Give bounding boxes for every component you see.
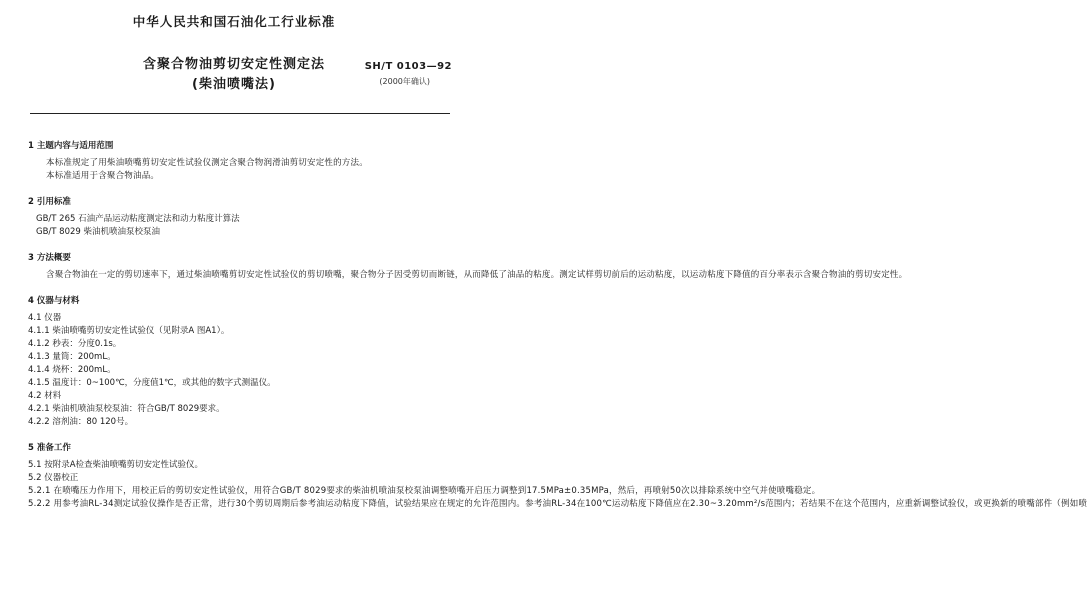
document-title: 含聚合物油剪切安定性测定法 (142, 57, 325, 72)
clause-line: 4.1.1 柴油喷嘴剪切安定性试验仪（见附录A 图A1）。 (28, 326, 230, 336)
document-subtitle: (柴油喷嘴法) (192, 77, 276, 92)
document-body (28, 134, 1087, 511)
standard-organization: 中华人民共和国石油化工行业标准 (132, 14, 336, 29)
confirmation-note: (2000年确认) (379, 77, 430, 86)
clause-line: 4.2.1 柴油机喷油泵校泵油：符合GB/T 8029要求。 (28, 404, 225, 414)
paragraph: 本标准适用于含聚合物油品。 (46, 171, 160, 181)
section-preparation (28, 442, 1087, 511)
section-heading: 4 仪器与材料 (28, 296, 80, 306)
clause-line: 4.1.4 烧杯：200mL。 (28, 365, 116, 375)
clause-line: 4.1 仪器 (28, 313, 62, 323)
reference-item: GB/T 265 石油产品运动粘度测定法和动力粘度计算法 (36, 214, 240, 224)
paragraph: 本标准规定了用柴油喷嘴剪切安定性试验仪测定含聚合物润滑油剪切安定性的方法。 (46, 158, 368, 168)
clause-line: 4.1.5 温度计：0~100℃，分度值1℃，或其他的数字式测温仪。 (28, 378, 276, 388)
section-heading: 3 方法概要 (28, 253, 71, 263)
clause-line: 5.1 按附录A检查柴油喷嘴剪切安定性试验仪。 (28, 460, 204, 470)
section-heading: 2 引用标准 (28, 197, 71, 207)
clause-line: 4.2.2 溶剂油：80 120号。 (28, 417, 134, 427)
clause-line: 4.1.3 量筒：200mL。 (28, 352, 116, 362)
paragraph: 含聚合物油在一定的剪切速率下，通过柴油喷嘴剪切安定性试验仪的剪切喷嘴，聚合物分子因受剪切而断链，从而降低了油品的粘度。测定试样剪切前后的运动粘度，以运动粘度下降值的百分率表示含聚合物油的剪切安定性。 (46, 270, 908, 280)
section-method-summary (28, 252, 908, 282)
paragraph: 5.2.1 在喷嘴压力作用下，用校正后的剪切安定性试验仪，用符合GB/T 8029要求的柴油机喷油泵校泵油调整喷嘴开启压力调整到17.5MPa±0.35MPa，然后，再喷射50次以排除系统中空气并使喷嘴稳定。 (28, 486, 821, 496)
section-heading: 5 准备工作 (28, 443, 71, 453)
section-references (28, 196, 454, 239)
standard-number: SH/T 0103—92 (364, 61, 452, 72)
section-apparatus (28, 295, 454, 429)
clause-line: 4.1.2 秒表：分度0.1s。 (28, 339, 122, 349)
clause-line: 4.2 材料 (28, 391, 62, 401)
reference-item: GB/T 8029 柴油机喷油泵校泵油 (36, 227, 161, 237)
paragraph: 5.2.2 用参考油RL-34测定试验仪操作是否正常，进行30个剪切周期后参考油运动粘度下降值，试验结果应在规定的允许范围内。参考油RL-34在100℃运动粘度下降值应在2.30~3.20mm²/s范围内；若结果不在这个范围内，应重新调整试验仪，或更换新的喷嘴部件（例如喷 (28, 499, 1087, 509)
section-heading: 1 主题内容与适用范围 (28, 141, 114, 151)
clause-line: 5.2 仪器校正 (28, 473, 79, 483)
header-divider (30, 113, 450, 114)
section-scope (28, 140, 454, 183)
